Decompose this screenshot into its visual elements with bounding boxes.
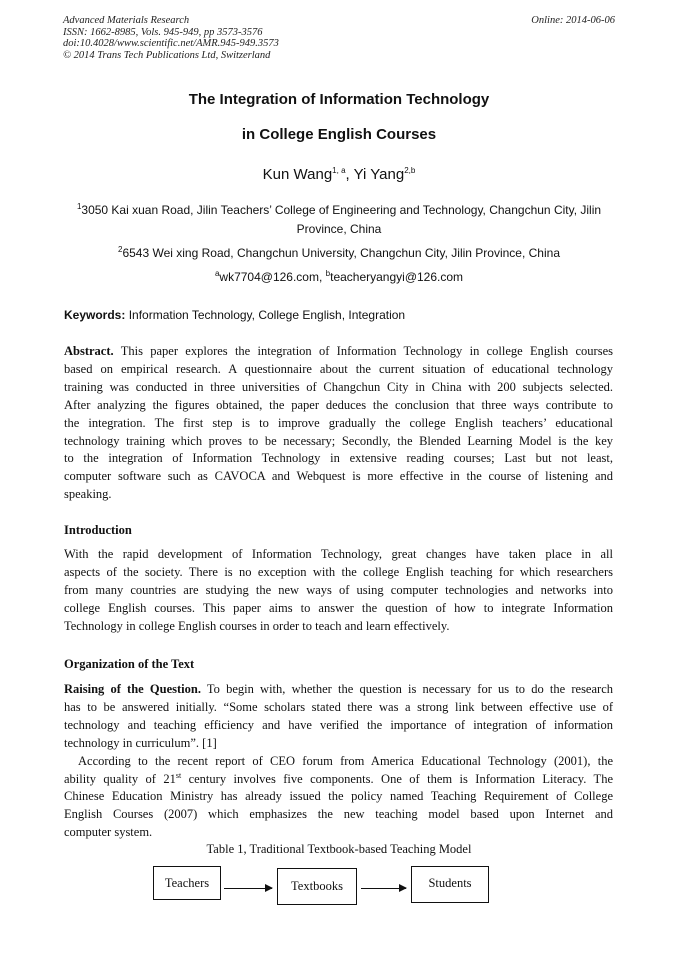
doi-line: doi:10.4028/www.scientific.net/AMR.945-949.3573 <box>63 38 279 49</box>
section-heading-organization: Organization of the Text <box>64 657 195 671</box>
abstract-line: based on empirical research. A questionnaire about the current situation of educational technology <box>64 361 613 376</box>
intro-line: Technology in college English courses in order to teach and learn effectively. <box>64 618 450 633</box>
affil-sup: 2 <box>117 245 123 254</box>
raising-line: technology in curriculum”. [1] <box>64 735 217 750</box>
author-affil-sup: 2,b <box>404 166 416 175</box>
issn-line: ISSN: 1662-8985, Vols. 945-949, pp 3573-3576 <box>63 26 263 38</box>
online-date: Online: 2014-06-06 <box>531 15 615 26</box>
author-name: Kun Wang <box>262 166 333 183</box>
arrow-right-icon <box>361 888 406 889</box>
author-emails <box>63 268 615 287</box>
journal-name: Advanced Materials Research <box>63 15 190 26</box>
copyright-line: © 2014 Trans Tech Publications Ltd, Switzerland <box>63 49 271 61</box>
paper-title-line-1: The Integration of Information Technology <box>188 91 490 108</box>
diagram-box-students: Students <box>411 866 489 903</box>
abstract <box>64 343 613 504</box>
affiliation-1 <box>63 201 615 239</box>
ceo-line: computer system. <box>64 825 153 840</box>
email-sup: b <box>325 269 331 278</box>
raising-line: technology and teaching efficiency and have verified the importance of integration of information <box>64 717 613 732</box>
author-affil-sup: 1, a <box>332 166 346 175</box>
author-name: Yi Yang <box>353 166 405 183</box>
abstract-line: computer software such as CAVOCA and Webquest is more effective in the course of listening and <box>64 469 613 484</box>
author-list <box>0 166 678 183</box>
ordinal-sup: st <box>175 770 182 780</box>
abstract-label: Abstract. <box>64 344 114 358</box>
abstract-line: speaking. <box>64 487 112 502</box>
keywords-label: Keywords: <box>64 308 126 322</box>
abstract-line: technology training which proves to be necessary; Secondly, the Blended Learning Model is the key <box>64 433 613 448</box>
ceo-line: Chinese Education Ministry has already issued the policy named Teaching Requirement of College <box>64 789 613 804</box>
email-sup: a <box>214 269 220 278</box>
diagram-box-textbooks: Textbooks <box>277 868 357 905</box>
affil-text: 3050 Kai xuan Road, Jilin Teachers’ College of Engineering and Technology, Changchun City, Jilin <box>81 203 602 217</box>
keywords-text: Information Technology, College English, Integration <box>125 308 406 322</box>
paper-title-line-2: in College English Courses <box>241 126 437 143</box>
ceo-line: English Courses (2007) which emphasizes the new teaching model based upon Internet and <box>64 807 613 822</box>
running-header <box>63 15 279 61</box>
diagram-box-teachers: Teachers <box>153 866 221 900</box>
ceo-line: According to the recent report of CEO forum from America Educational Technology (2001), the <box>78 753 613 768</box>
arrow-right-icon <box>224 888 272 889</box>
raising-line: To begin with, whether the question is necessary for us to do the research <box>200 682 613 696</box>
intro-line: aspects of the society. There is no exception with the college English teaching for which researchers <box>64 564 613 579</box>
affiliation-2 <box>63 244 615 263</box>
abstract-line: the integration. The first step is to improve gradually the college English teachers’ educational <box>64 415 613 430</box>
email-link[interactable]: teacheryangyi@126.com <box>330 270 464 284</box>
introduction-paragraph <box>64 546 613 636</box>
keywords <box>64 308 405 322</box>
raising-line: has to be answered initially. “Some scholars stated there was a strong link between effective use of <box>64 699 613 714</box>
affil-text: 6543 Wei xing Road, Changchun University, Changchun City, Jilin Province, China <box>122 246 560 260</box>
intro-line: from many countries are studying the new ways of using computer technologies and networks into <box>64 582 613 597</box>
subsection-label: Raising of the Question. <box>64 682 201 696</box>
raising-question-paragraph <box>64 681 613 842</box>
abstract-line: to the integration of Information Technology in extensive reading courses; Last but not least, <box>64 451 613 466</box>
ceo-line: century involves five components. One of them is Information Literacy. The <box>181 771 613 786</box>
table-1-caption: Table 1, Traditional Textbook-based Teaching Model <box>206 842 472 856</box>
email-link[interactable]: wk7704@126.com, <box>219 270 326 284</box>
section-heading-introduction: Introduction <box>64 523 132 537</box>
intro-line: college English courses. This paper aims to answer the question of how to integrate Information <box>64 600 613 615</box>
abstract-line: training was conducted in three universities of Changchun City in China with 200 subjects selected. <box>64 379 613 394</box>
abstract-line: This paper explores the integration of Information Technology in college English courses <box>113 344 613 358</box>
ceo-line: ability quality of 21 <box>64 771 176 786</box>
author-separator: , <box>345 166 354 183</box>
affil-text: Province, China <box>296 222 382 236</box>
affil-sup: 1 <box>76 202 82 211</box>
abstract-line: After analyzing the figures obtained, the paper deduces the conclusion that three ways contribute to <box>64 397 613 412</box>
intro-line: With the rapid development of Information Technology, great changes have taken place in all <box>64 547 613 561</box>
